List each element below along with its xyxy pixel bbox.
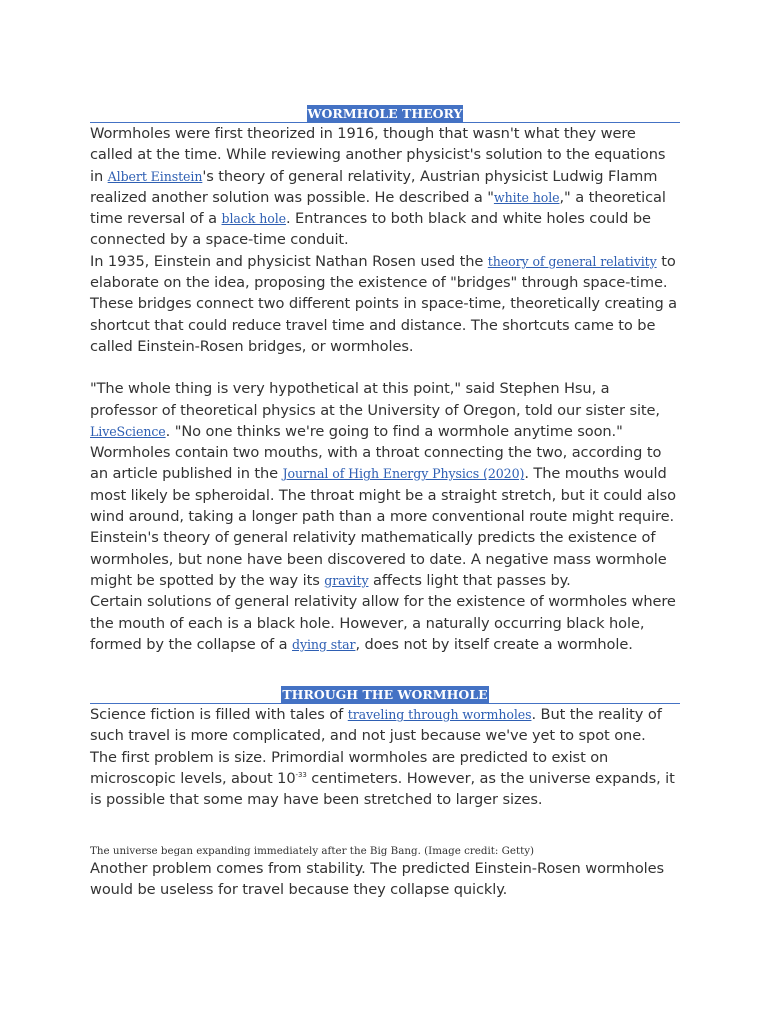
section-heading-through-the-wormhole	[90, 684, 680, 704]
spacer	[90, 655, 680, 684]
paragraph	[90, 747, 680, 811]
exponent: -33	[295, 771, 307, 780]
text-span: ," a theoretical time reversal of a	[90, 188, 666, 228]
link-journal-of-high-energy-physics[interactable]: Journal of High Energy Physics (2020)	[282, 466, 525, 482]
link-dying-star[interactable]: dying star	[292, 636, 356, 652]
section-heading-wormhole-theory	[90, 103, 680, 123]
paragraph	[90, 704, 680, 747]
link-gravity[interactable]: gravity	[324, 572, 369, 588]
text-span: . "No one thinks we're going to find a wormhole anytime soon."	[165, 422, 623, 440]
paragraph	[90, 378, 680, 442]
text-span: centimeters. However, as the universe expands, it is possible that some may have been stretched to larger sizes.	[90, 770, 675, 809]
text-span: Einstein's theory of general relativity mathematically predicts the existence of wormholes, but none have been discovered to date. A negative mass wormhole might be spotted by the way its	[90, 529, 667, 589]
link-traveling-through-wormholes[interactable]: traveling through wormholes	[347, 707, 532, 723]
text-span: . But the reality of such travel is more complicated, and not just because we've yet to spot one.	[90, 706, 662, 745]
text-span: to elaborate on the idea, proposing the existence of "bridges" through space-time. These bridges connect two different points in space-time, theoretically creating a shortcut that could reduce travel time and distance. The shortcuts came to be called Einstein-Rosen bridges, or wormholes.	[90, 252, 678, 355]
text-span: Another problem comes from stability. The predicted Einstein-Rosen wormholes would be useless for travel because they collapse quickly.	[90, 859, 664, 898]
link-livescience[interactable]: LiveScience	[90, 423, 166, 439]
text-span: affects light that passes by.	[368, 571, 571, 589]
text-span: Wormholes contain two mouths, with a throat connecting the two, according to an article published in the	[90, 444, 662, 483]
text-span: The first problem is size. Primordial wormholes are predicted to exist on microscopic levels, about 10	[90, 748, 609, 788]
heading-label: THROUGH THE WORMHOLE	[282, 687, 488, 703]
text-span: In 1935, Einstein and physicist Nathan Rosen used the	[90, 252, 488, 270]
text-span: . The mouths would most likely be spheroidal. The throat might be a straight stretch, but it could also wind around, taking a longer path than a more conventional route might require.	[90, 465, 676, 526]
text-span: Wormholes were first theorized in 1916, though that wasn't what they were called at the time. While reviewing another physicist's solution to the equations in	[90, 125, 666, 185]
text-span: , does not by itself create a wormhole.	[355, 635, 633, 653]
text-span: 's theory of general relativity, Austrian physicist Ludwig Flamm realized another solution was possible. He described a "	[90, 167, 658, 206]
paragraph	[90, 527, 680, 591]
link-theory-of-general-relativity[interactable]: theory of general relativity	[487, 253, 657, 269]
heading-label: WORMHOLE THEORY	[307, 106, 463, 121]
spacer	[90, 357, 680, 378]
spacer	[90, 811, 680, 844]
paragraph	[90, 591, 680, 655]
paragraph	[90, 251, 680, 357]
text-span: Certain solutions of general relativity allow for the existence of wormholes where the mouth of each is a black hole. However, a naturally occurring black hole, formed by the collapse of a	[90, 593, 676, 653]
paragraph	[90, 442, 680, 527]
link-black-hole[interactable]: black hole	[221, 211, 286, 227]
text-span: . Entrances to both black and white holes could be connected by a space-time conduit.	[90, 210, 651, 249]
text-span: "The whole thing is very hypothetical at this point," said Stephen Hsu, a professor of theoretical physics at the University of Oregon, told our sister site,	[90, 380, 660, 419]
link-albert-einstein[interactable]: Albert Einstein	[107, 168, 203, 184]
text-span: Science fiction is filled with tales of	[90, 706, 348, 724]
image-caption: The universe began expanding immediately after the Big Bang. (Image credit: Getty)	[90, 844, 535, 857]
document-page	[90, 103, 680, 900]
paragraph	[90, 123, 680, 251]
link-white-hole[interactable]: white hole	[493, 189, 560, 205]
paragraph	[90, 858, 680, 901]
